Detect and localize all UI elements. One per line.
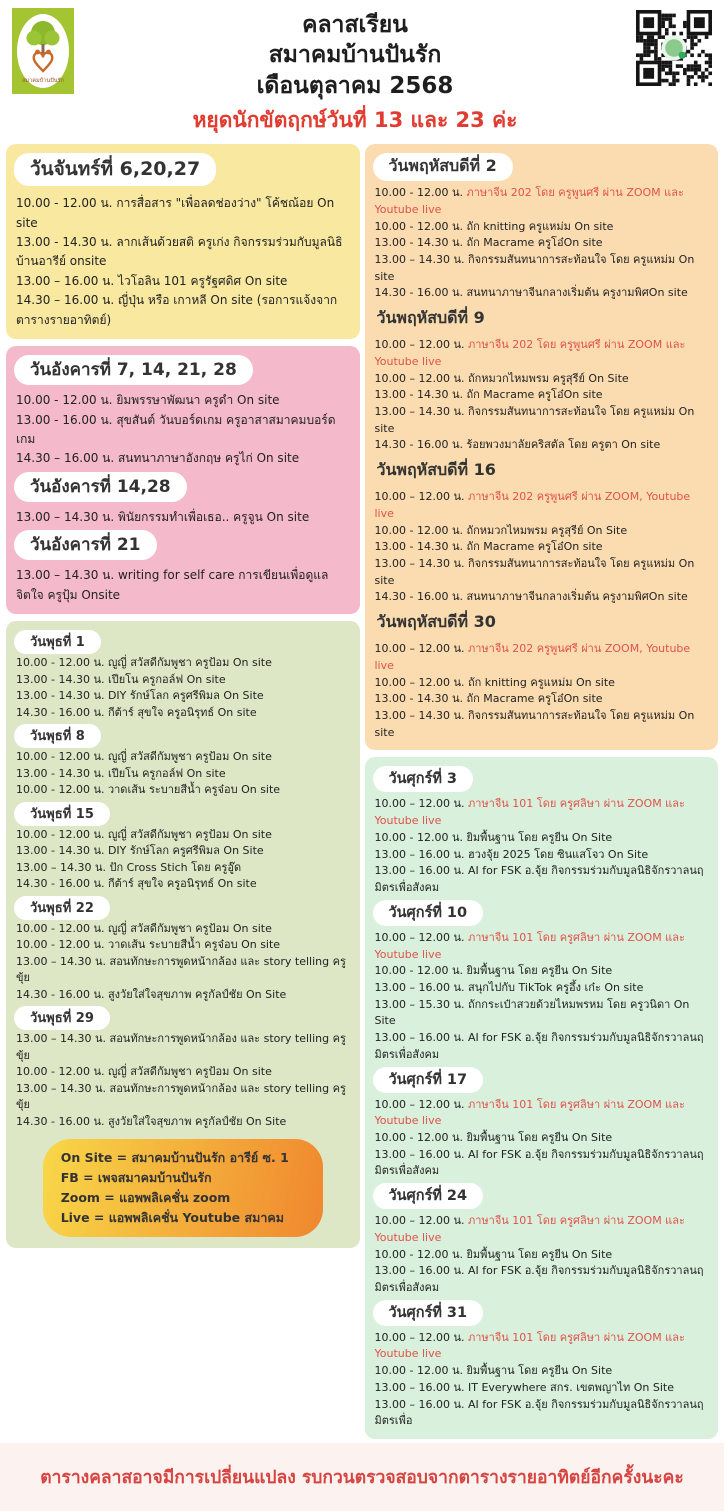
item-time: 14.30 - 16.00 น. bbox=[374, 286, 467, 300]
schedule-item bbox=[375, 1263, 709, 1296]
item-text: ภาษาจีน 101 โดย ครูศลิษา ผ่าน ZOOM และ Youtube live bbox=[374, 930, 685, 961]
item-text: วาดเส้น ระบายสีน้ำ ครูจ๋อบ On site bbox=[107, 783, 281, 797]
item-time: 10.00 - 12.00 น. bbox=[374, 186, 467, 200]
item-text: AI for FSK อ.จุ้ย กิจกรรมร่วมกับมูลนิธิจักรวาลนฤมิตรเพื่อ bbox=[374, 1397, 704, 1428]
schedule-item bbox=[16, 411, 350, 450]
day-header: วันศุกร์ที่ 3 bbox=[373, 766, 474, 792]
item-text: สูงวัยใส่ใจสุขภาพ ครูกัลป์ชัย On Site bbox=[107, 987, 287, 1001]
item-time: 13.00 – 15.30 น. bbox=[374, 997, 468, 1011]
schedule-item bbox=[16, 1064, 350, 1081]
item-time: 10.00 – 12.00 น. bbox=[374, 930, 468, 944]
schedule-item bbox=[375, 830, 709, 847]
schedule-item bbox=[16, 937, 350, 954]
day-header: วันพุธที่ 29 bbox=[14, 1006, 110, 1030]
item-text: ญูญี่ สวัสดีกัมพูชา ครูป้อม On site bbox=[107, 656, 272, 670]
schedule-item bbox=[375, 1213, 709, 1246]
qr-code bbox=[634, 8, 712, 86]
schedule-item bbox=[375, 404, 709, 437]
item-text: สอนทักษะการพูดหน้ากล้อง และ story telling ครูขุ้ย bbox=[16, 954, 346, 985]
item-text: ไวโอลิน 101 ครูรัฐศดิศ On site bbox=[117, 273, 288, 288]
item-time: 14.30 - 16.00 น. bbox=[374, 438, 467, 452]
schedule-item bbox=[375, 556, 709, 589]
item-text: วาดเส้น ระบายสีน้ำ ครูจ๋อบ On site bbox=[107, 938, 281, 952]
item-text: สนทนาภาษาจีนกลางเริ่มต้น ครูงามพิศOn site bbox=[466, 286, 688, 300]
schedule-item bbox=[16, 921, 350, 938]
item-time: 13.00 – 14.30 น. bbox=[16, 860, 110, 874]
schedule-item bbox=[16, 566, 350, 605]
item-text: พินัยกรรมทำเพื่อเธอ.. ครูจูน On site bbox=[117, 509, 310, 524]
schedule-item bbox=[375, 589, 709, 606]
schedule-item bbox=[16, 291, 350, 330]
association-logo bbox=[12, 8, 76, 98]
item-time: 13.00 - 14.30 น. bbox=[374, 692, 467, 706]
day-header: วันอังคารที่ 7, 14, 21, 28 bbox=[14, 355, 253, 385]
schedule-item bbox=[375, 489, 709, 522]
item-time: 13.00 – 14.30 น. bbox=[374, 557, 468, 571]
title-line-1: คลาสเรียน bbox=[302, 12, 408, 38]
legend-line: Live = แอพพลิเคชั่น Youtube สมาคม bbox=[60, 1210, 284, 1226]
item-text: ยิมพื้นฐาน โดย ครูยีน On Site bbox=[466, 1364, 613, 1378]
schedule-item bbox=[375, 1097, 709, 1130]
item-text: ถักหมวกไหมพรม ครูสุรีย์ On Site bbox=[467, 371, 629, 385]
schedule-item bbox=[375, 1147, 709, 1180]
schedule-item bbox=[375, 437, 709, 454]
item-time: 13.00 - 14.30 น. bbox=[374, 388, 467, 402]
item-text: DIY รักษ์โลก ครูศรีพิมล On Site bbox=[107, 844, 264, 858]
item-time: 10.00 – 12.00 น. bbox=[374, 1330, 468, 1344]
item-text: ภาษาจีน 202 โดย ครูพูนศรี ผ่าน ZOOM และ Youtube live bbox=[374, 338, 686, 368]
item-text: AI for FSK อ.จุ้ย กิจกรรมร่วมกับมูลนิธิจักรวาลนฤมิตรเพื่อสังคม bbox=[374, 1031, 704, 1061]
item-time: 10.00 – 12.00 น. bbox=[374, 797, 468, 811]
schedule-grid bbox=[0, 139, 724, 1443]
item-time: 13.00 - 14.30 น. bbox=[16, 844, 108, 858]
item-time: 10.00 - 12.00 น. bbox=[374, 830, 467, 844]
item-time: 14.30 - 16.00 น. bbox=[16, 705, 108, 719]
schedule-item bbox=[16, 860, 350, 877]
item-time: 10.00 - 12.00 น. bbox=[16, 783, 108, 797]
item-time: 10.00 - 12.00 น. bbox=[374, 523, 467, 537]
title-line-3: เดือนตุลาคม 2568 bbox=[256, 72, 454, 99]
day-header: วันพุธที่ 8 bbox=[14, 724, 101, 748]
item-text: writing for self care การเขียนเพื่อดูแลจิตใจ ครูปุ้ม Onsite bbox=[16, 568, 329, 602]
item-time: 13.00 – 14.30 น. bbox=[16, 1032, 110, 1046]
schedule-item bbox=[375, 708, 709, 741]
item-time: 13.00 – 16.00 น. bbox=[374, 1264, 468, 1278]
item-time: 10.00 - 12.00 น. bbox=[374, 964, 467, 978]
item-time: 13.00 – 14.30 น. bbox=[16, 954, 110, 968]
item-text: ภาษาจีน 202 โดย ครูพูนศรี ผ่าน ZOOM และ Youtube live bbox=[374, 186, 684, 216]
item-time: 14.30 - 16.00 น. bbox=[16, 987, 108, 1001]
item-text: สอนทักษะการพูดหน้ากล้อง และ story telling ครูขุ้ย bbox=[16, 1032, 346, 1062]
day-header: วันพุธที่ 1 bbox=[14, 630, 101, 654]
item-time: 13.00 – 16.00 น. bbox=[374, 1380, 468, 1394]
item-text: ญูญี่ สวัสดีกัมพูชา ครูป้อม On site bbox=[107, 750, 272, 764]
item-text: สนทนาภาษาจีนกลางเริ่มต้น ครูงามพิศOn site bbox=[466, 590, 688, 604]
schedule-item bbox=[375, 1030, 709, 1063]
logo-graphic bbox=[12, 8, 74, 94]
schedule-item bbox=[16, 449, 350, 468]
schedule-item bbox=[16, 1114, 350, 1131]
day-header: วันศุกร์ที่ 17 bbox=[373, 1067, 484, 1093]
schedule-item bbox=[16, 827, 350, 844]
schedule-item bbox=[16, 391, 350, 410]
item-time: 10.00 - 12.00 น. bbox=[16, 1065, 108, 1079]
item-time: 14.30 - 16.00 น. bbox=[16, 877, 108, 891]
item-time: 13.00 – 14.30 น. bbox=[374, 709, 468, 723]
day-header: วันพฤหัสบดีที่ 9 bbox=[376, 308, 485, 328]
item-text: ญูญี่ สวัสดีกัมพูชา ครูป้อม On site bbox=[107, 921, 272, 935]
item-text: ฮวงจุ้ย 2025 โดย ซินแสโจว On Site bbox=[467, 847, 649, 861]
item-text: ภาษาจีน 202 ครูพูนศรี ผ่าน ZOOM, Youtube live bbox=[374, 642, 691, 672]
item-text: ภาษาจีน 101 โดย ครูศลิษา ผ่าน ZOOM และ Youtube live bbox=[374, 797, 685, 828]
item-text: ถักหมวกไหมพรม ครูสุรีย์ On Site bbox=[466, 523, 628, 537]
schedule-item bbox=[375, 997, 709, 1030]
item-text: ถัก Macrame ครูโอ๋On site bbox=[466, 692, 603, 706]
schedule-item bbox=[16, 1081, 350, 1114]
schedule-item bbox=[375, 185, 709, 218]
schedule-item bbox=[375, 285, 709, 302]
item-time: 13.00 – 14.30 น. bbox=[374, 252, 468, 266]
schedule-item bbox=[375, 219, 709, 236]
item-text: ภาษาจีน 101 โดย ครูศลิษา ผ่าน ZOOM และ Youtube live bbox=[374, 1330, 685, 1361]
schedule-item bbox=[375, 796, 709, 829]
schedule-item bbox=[375, 1130, 709, 1147]
item-text: เปียโน ครูกอล์ฟ On site bbox=[107, 672, 226, 686]
title-line-2: สมาคมบ้านปันรัก bbox=[268, 42, 442, 69]
schedule-item bbox=[16, 688, 350, 705]
day-header: วันพฤหัสบดีที่ 30 bbox=[376, 612, 496, 632]
day-header: วันพฤหัสบดีที่ 2 bbox=[373, 153, 513, 181]
item-time: 10.00 - 12.00 น. bbox=[16, 750, 108, 764]
item-time: 13.00 – 14.30 น. bbox=[16, 1081, 110, 1095]
item-time: 10.00 - 12.00 น. bbox=[374, 1364, 467, 1378]
item-text: การสื่อสาร "เพื่อลดช่องว่าง" โค้ชณ้อย On site bbox=[16, 196, 335, 230]
item-text: ยิมพื้นฐาน โดย ครูยีน On Site bbox=[466, 1130, 613, 1144]
item-text: ญูญี่ สวัสดีกัมพูชา ครูป้อม On site bbox=[107, 1065, 272, 1079]
item-text: ญี่ปุ่น หรือ เกาหลี On site (รอการแจ้งจากตารางรายอาทิตย์) bbox=[16, 293, 338, 327]
schedule-item bbox=[16, 508, 350, 527]
item-time: 10.00 - 12.00 น. bbox=[374, 1247, 467, 1261]
footer-note: ตารางคลาสอาจมีการเปลี่ยนแปลง รบกวนตรวจสอบจากตารางรายอาทิตย์อีกครั้งนะคะ bbox=[40, 1468, 684, 1489]
item-time: 13.00 - 14.30 น. bbox=[16, 234, 117, 249]
item-text: DIY รักษ์โลก ครูศรีพิมล On Site bbox=[107, 689, 264, 703]
schedule-item bbox=[375, 847, 709, 864]
item-text: กิจกรรมสันทนาการสะท้อนใจ โดย ครูแหม่ม On site bbox=[374, 709, 695, 739]
item-time: 10.00 - 12.00 น. bbox=[374, 219, 467, 233]
schedule-item bbox=[16, 672, 350, 689]
item-time: 13.00 – 16.00 น. bbox=[374, 864, 468, 878]
item-time: 13.00 – 16.00 น. bbox=[374, 1397, 468, 1411]
item-text: ภาษาจีน 101 โดย ครูศลิษา ผ่าน ZOOM และ Youtube live bbox=[374, 1097, 685, 1128]
item-text: ยิมพื้นฐาน โดย ครูยีน On Site bbox=[466, 964, 613, 978]
item-time: 10.00 – 12.00 น. bbox=[374, 338, 468, 352]
day-header: วันศุกร์ที่ 10 bbox=[373, 900, 484, 926]
item-text: ภาษาจีน 101 โดย ครูศลิษา ผ่าน ZOOM และ Youtube live bbox=[374, 1214, 685, 1244]
schedule-item bbox=[375, 930, 709, 963]
schedule-item bbox=[375, 1380, 709, 1397]
day-header: วันพฤหัสบดีที่ 16 bbox=[376, 460, 496, 480]
schedule-item bbox=[16, 749, 350, 766]
day-header: วันพุธที่ 15 bbox=[14, 802, 110, 826]
item-text: AI for FSK อ.จุ้ย กิจกรรมร่วมกับมูลนิธิจักรวาลนฤมิตรเพื่อสังคม bbox=[374, 1147, 704, 1178]
schedule-item bbox=[16, 233, 350, 272]
item-text: ยิมพื้นฐาน โดย ครูยีน On Site bbox=[466, 1247, 613, 1261]
item-time: 10.00 - 12.00 น. bbox=[16, 921, 108, 935]
schedule-item bbox=[375, 1330, 709, 1363]
legend-line: Zoom = แอพพลิเคชั่น zoom bbox=[60, 1190, 231, 1206]
item-time: 10.00 – 12.00 น. bbox=[374, 642, 468, 656]
item-time: 10.00 – 12.00 น. bbox=[374, 1214, 468, 1228]
item-text: กิจกรรมสันทนาการสะท้อนใจ โดย ครูแหม่ม On site bbox=[374, 404, 695, 435]
item-time: 13.00 - 14.30 น. bbox=[374, 540, 467, 554]
item-text: กีต้าร์ สุขใจ ครูอนิรุทธ์ On site bbox=[107, 705, 257, 719]
item-time: 13.00 – 14.30 น. bbox=[16, 509, 118, 524]
item-text: กีต้าร์ สุขใจ ครูอนิรุทธ์ On site bbox=[107, 877, 257, 891]
item-text: ถัก Macrame ครูโอ๋On site bbox=[466, 388, 603, 402]
schedule-item bbox=[375, 963, 709, 980]
item-text: AI for FSK อ.จุ้ย กิจกรรมร่วมกับมูลนิธิจักรวาลนฤมิตรเพื่อสังคม bbox=[374, 864, 704, 895]
schedule-item bbox=[16, 705, 350, 722]
item-time: 10.00 - 12.00 น. bbox=[374, 1130, 467, 1144]
item-text: IT Everywhere สกร. เขตพญาไท On Site bbox=[467, 1380, 675, 1394]
item-time: 13.00 – 16.00 น. bbox=[374, 980, 468, 994]
schedule-item bbox=[375, 252, 709, 285]
schedule-item bbox=[16, 876, 350, 893]
item-text: ถัก knitting ครูแหม่ม On site bbox=[467, 675, 615, 689]
item-text: ถัก Macrame ครูโอ๋On site bbox=[466, 236, 603, 250]
schedule-item bbox=[375, 691, 709, 708]
section-tuesday bbox=[6, 346, 360, 614]
item-time: 10.00 - 12.00 น. bbox=[16, 938, 108, 952]
schedule-item bbox=[375, 863, 709, 896]
item-time: 10.00 – 12.00 น. bbox=[374, 675, 468, 689]
item-text: ถักกระเป๋าสวยด้วยไหมพรหม โดย ครูวนิดา On Site bbox=[374, 997, 690, 1028]
schedule-item bbox=[16, 954, 350, 987]
schedule-item bbox=[16, 782, 350, 799]
item-text: สนทนาภาษาอังกฤษ ครูไก่ On site bbox=[117, 451, 300, 466]
item-time: 10.00 – 12.00 น. bbox=[374, 371, 468, 385]
item-time: 13.00 – 14.30 น. bbox=[374, 404, 468, 418]
item-text: สนุกไปกับ TikTok ครูอึ้ง เก๋ะ On site bbox=[467, 980, 644, 994]
item-text: ญูญี่ สวัสดีกัมพูชา ครูป้อม On site bbox=[107, 827, 272, 841]
item-time: 13.00 – 16.00 น. bbox=[374, 1147, 468, 1161]
section-wednesday bbox=[6, 621, 360, 1248]
item-time: 13.00 – 14.30 น. bbox=[16, 568, 118, 583]
item-time: 10.00 – 12.00 น. bbox=[374, 490, 468, 504]
item-text: กิจกรรมสันทนาการสะท้อนใจ โดย ครูแหม่ม On site bbox=[374, 252, 695, 283]
item-text: ยิมพรรษาพัฒนา ครูดำ On site bbox=[116, 393, 280, 408]
item-text: ร้อยพวงมาลัยคริสตัล โดย ครูตา On site bbox=[466, 438, 661, 452]
legend-box bbox=[43, 1139, 323, 1237]
item-time: 10.00 - 12.00 น. bbox=[16, 827, 108, 841]
legend-line: On Site = สมาคมบ้านปันรัก อารีย์ ซ. 1 bbox=[60, 1150, 289, 1166]
schedule-item bbox=[375, 337, 709, 370]
poster-header bbox=[0, 0, 724, 139]
day-header: วันศุกร์ที่ 24 bbox=[373, 1183, 484, 1209]
item-time: 14.30 – 16.00 น. bbox=[16, 293, 118, 308]
item-time: 10.00 - 12.00 น. bbox=[16, 656, 108, 670]
schedule-item bbox=[16, 766, 350, 783]
holiday-note: หยุดนักขัตฤกษ์วันที่ 13 และ 23 ค่ะ bbox=[192, 108, 518, 133]
item-text: ปัก Cross Stich โดย ครูอู๊ด bbox=[109, 860, 242, 874]
item-text: ลากเส้นด้วยสติ ครูเก่ง กิจกรรมร่วมกับมูลนิธิบ้านอารีย์ onsite bbox=[16, 234, 343, 269]
day-header: วันอังคารที่ 14,28 bbox=[14, 472, 187, 502]
item-text: ถัก knitting ครูแหม่ม On site bbox=[466, 219, 614, 233]
legend-line: FB = เพจสมาคมบ้านปันรัก bbox=[60, 1170, 212, 1186]
item-text: ภาษาจีน 202 ครูพูนศรี ผ่าน ZOOM, Youtube live bbox=[374, 490, 691, 520]
item-text: AI for FSK อ.จุ้ย กิจกรรมร่วมกับมูลนิธิจักรวาลนฤมิตรเพื่อสังคม bbox=[374, 1264, 704, 1295]
section-thursday bbox=[365, 144, 719, 750]
day-header: วันศุกร์ที่ 31 bbox=[373, 1300, 484, 1326]
schedule-item bbox=[16, 987, 350, 1004]
logo-text: สมาคมบ้านปันรัก bbox=[22, 78, 64, 84]
schedule-item bbox=[16, 272, 350, 291]
item-time: 13.00 - 16.00 น. bbox=[16, 412, 117, 427]
day-header: วันพุธที่ 22 bbox=[14, 896, 110, 920]
item-time: 13.00 – 16.00 น. bbox=[16, 273, 118, 288]
item-text: สูงวัยใส่ใจสุขภาพ ครูกัลป์ชัย On Site bbox=[107, 1114, 287, 1128]
schedule-item bbox=[375, 523, 709, 540]
schedule-item bbox=[16, 194, 350, 233]
schedule-item bbox=[16, 1031, 350, 1064]
schedule-item bbox=[375, 387, 709, 404]
item-time: 14.30 - 16.00 น. bbox=[374, 590, 467, 604]
schedule-item bbox=[16, 655, 350, 672]
right-column bbox=[365, 144, 719, 1439]
schedule-item bbox=[375, 641, 709, 674]
schedule-item bbox=[375, 1247, 709, 1264]
item-time: 13.00 – 16.00 น. bbox=[374, 1031, 468, 1045]
item-time: 10.00 – 12.00 น. bbox=[374, 1097, 468, 1111]
item-time: 13.00 - 14.30 น. bbox=[16, 766, 108, 780]
item-text: ถัก Macrame ครูโอ๋On site bbox=[466, 540, 603, 554]
schedule-item bbox=[375, 371, 709, 388]
item-text: สอนทักษะการพูดหน้ากล้อง และ story telling ครูขุ้ย bbox=[16, 1081, 346, 1112]
schedule-item bbox=[375, 539, 709, 556]
item-text: กิจกรรมสันทนาการสะท้อนใจ โดย ครูแหม่ม On site bbox=[374, 557, 695, 587]
schedule-item bbox=[16, 843, 350, 860]
item-time: 13.00 - 14.30 น. bbox=[16, 672, 108, 686]
poster-title-block bbox=[76, 8, 634, 137]
item-time: 14.30 - 16.00 น. bbox=[16, 1114, 108, 1128]
item-text: สุขสันต์ วันบอร์ดเกม ครูอาสาสมาคมบอร์ดเกม bbox=[16, 412, 336, 447]
item-text: ยิมพื้นฐาน โดย ครูยีน On Site bbox=[466, 830, 613, 844]
left-column bbox=[6, 144, 360, 1248]
footer-bar bbox=[0, 1443, 724, 1511]
day-header: วันจันทร์ที่ 6,20,27 bbox=[14, 153, 216, 186]
item-time: 10.00 - 12.00 น. bbox=[16, 393, 117, 408]
schedule-item bbox=[375, 1363, 709, 1380]
item-text: เปียโน ครูกอล์ฟ On site bbox=[107, 766, 226, 780]
item-time: 10.00 - 12.00 น. bbox=[16, 196, 117, 211]
day-header: วันอังคารที่ 21 bbox=[14, 530, 157, 560]
item-time: 13.00 – 16.00 น. bbox=[374, 847, 468, 861]
schedule-item bbox=[375, 980, 709, 997]
item-time: 13.00 - 14.30 น. bbox=[374, 236, 467, 250]
schedule-item bbox=[375, 235, 709, 252]
section-friday bbox=[365, 757, 719, 1439]
schedule-item bbox=[375, 675, 709, 692]
item-time: 14.30 – 16.00 น. bbox=[16, 451, 118, 466]
section-monday bbox=[6, 144, 360, 339]
schedule-item bbox=[375, 1397, 709, 1430]
item-time: 13.00 - 14.30 น. bbox=[16, 689, 108, 703]
